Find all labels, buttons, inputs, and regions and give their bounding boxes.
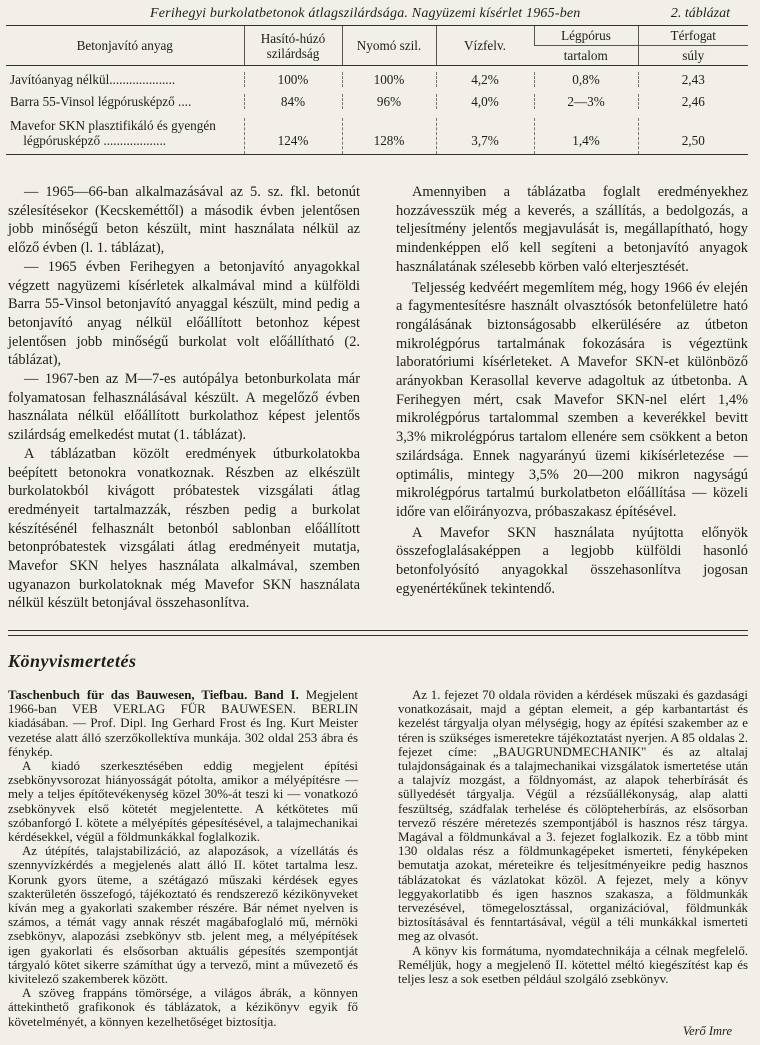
cell-compressive: 128% <box>342 118 436 155</box>
paragraph: Teljesség kedvéért megemlítem még, hogy 1966 év elején a fagymentesítésre használt olvasztósók betonfelületre ható rongálásának biztonságosabb elkerülésére az útbeton mikrolégpórus tartalmának fokozására is végeztünk laboratóriumi kísérleteket. A Mavefor SKN-et különböző arányokban Kerasollal keverve adagoltuk az útbetonba. A Ferihegyen mért, csak Mavefor SKN-nel elért 1,4% mikrolégpórus tartalommal szemben a keverékkel bevitt 3,3% mikrolégpórus tartalom ellenére sem csökkent a beton szilárdsága. Ennek nagyarányú üzemi kikísérletezése — optimális, mintegy 3,5% 20—200 mikron nagyságú mikrolégpórus tartalmú burkolatbeton előállítása — közeli időre van előirányozva, próbaszakasz építésével. <box>396 279 748 520</box>
col-header-density-sub: súly <box>638 46 748 66</box>
cell-water: 4,0% <box>436 94 534 109</box>
leader-dots: .... <box>178 94 192 109</box>
cell-density: 2,50 <box>638 118 748 155</box>
cell-compressive: 100% <box>342 72 436 87</box>
paragraph: — 1965 évben Ferihegyen a betonjavító anyagokkal végzett nagyüzemi kísérletek alkalmával mind a külföldi Barra 55-Vinsol betonjavító anyaggal készült, mind pedig a betonjavító anyag nélkül előállított betonhoz képest jelentősen jobb minőségű burkolat volt előállítható (2. táblázat), <box>8 258 360 369</box>
table-row <box>6 118 748 155</box>
table-row <box>6 94 748 109</box>
col-header-air: Légpórus <box>534 26 638 46</box>
cell-bending: 100% <box>244 72 342 87</box>
paragraph: — 1965—66-ban alkalmazásával az 5. sz. fkl. betonút szélesítésekor (Kecskeméttől) a második évben jelentősen jobb minőségű beton készült, mint használata nélkül az előző évben (l. 1. táblázat), <box>8 184 360 257</box>
section-divider <box>8 630 748 631</box>
paragraph: A Mavefor SKN használata nyújtotta előnyök összefoglalásaképpen a legjobb külföldi hasonló betonfolyósító anyagokkal összehasonlítva jogosan egyenértékűnek tekintendő. <box>396 524 748 597</box>
row-label: Barra 55-Vinsol légpórusképző <box>10 94 175 109</box>
col-header-air-sub: tartalom <box>534 46 638 66</box>
author-signature: Verő Imre <box>682 1024 732 1038</box>
book-details: Megjelent 1966-ban VEB VERLAG FÜR BAUWESEN. BERLIN kiadásában. — Prof. Dipl. Ing Gerhard Frost és Ing. Kurt Meister vezetése alatt álló szerzőkollektíva munkája. 302 oldal 253 ábra és fénykép. <box>8 688 359 759</box>
cell-compressive: 96% <box>342 94 436 109</box>
section-divider <box>8 635 748 636</box>
review-left-column <box>8 688 358 1029</box>
cell-air: 1,4% <box>534 118 638 155</box>
cell-bending: 84% <box>244 94 342 109</box>
cell-water: 3,7% <box>436 118 534 155</box>
cell-bending: 124% <box>244 118 342 155</box>
paragraph: Amennyiben a táblázatba foglalt eredményekhez hozzávesszük még a keverés, a szállítás, a bedolgozás, a teljesítmény jelentős megjavulását is, megállapítható, hogy mindenképpen elő kell segíteni a betonjavító anyagok használatának szélesebb körben való elterjesztését. <box>396 184 748 275</box>
cell-water: 4,2% <box>436 72 534 87</box>
row-label-cont: légpórusképző <box>23 133 101 148</box>
paragraph: Az útépítés, talajstabilizáció, az alapozások, a vízellátás és szennyvízkérdés a megjelenés alatt álló II. kötet tartalma lesz. Korunk gyors üteme, a szétágazó műszaki kérdések egyes szakterületén összefogó, tájékoztató és rendszerező kézikönyveket kíván meg a gyakorlati szakember részére. Bár német nyelven is számos, a témát vagy annak részét magábafoglaló mű, mérnöki zsebkönyv, alapozási zsebkönyv stb. jelent meg, a mélyépítések igen gyakorlati és elsősorban aktuális gépesítés szempontját tárgyaló kötet sikerre számíthat úgy a tervező, mint a művezető és kivitelező szakemberek között. <box>8 844 358 987</box>
col-header-material: Betonjavító anyag <box>6 26 244 66</box>
row-label: Javítóanyag nélkül <box>10 72 110 87</box>
paragraph: Az 1. fejezet 70 oldala röviden a kérdések műszaki és gazdasági vonatkozásait, majd a géptan elemeit, a gép karbantartást és kezelést tárgyalja olyan mélységig, hogy az építési szakember az e téren is szükséges ismeretekre tájékoztatást nyerjen. A 85 oldalas 2. fejezet címe: „BAUGRUNDMECHANIK" és az altalaj tulajdonságainak és a talajmechanikai vizsgálatok ismertetése után a talajvíz mozgást, a földnyomást, az alapok teherbírását és süllyedését tárgyalja. Végül a rézsűállékonyság, alap alatti feszültség, szádfalak terhelése és cölöpteherbírás, az elsősorban tervező részére méretezés szempontjából is hasznos rész tárgya. Magával a földmunkával a 3. fejezet foglalkozik. Ez a több mint 130 oldalas rész a földmunkagépeket ismerteti, fényképeken bemutatja azokat, méreteikre és teljesítményeikre pedig hasznos táblázatokat és vázlatokat közöl. A fejezet, mely a könyv leggyakorlatibb és igen hasznos szakasza, a földmunkák tervezésével, tömegelosztással, organizációval, földmunkák biztosításával és fenntartásával, végül a téli munkákkal ismerteti meg az olvasót. <box>398 688 748 944</box>
table-caption: Ferihegyi burkolatbetonok átlagszilárdsága. Nagyüzemi kísérlet 1965-ben <box>150 6 581 21</box>
cell-air: 2—3% <box>534 94 638 109</box>
book-title: Taschenbuch für das Bauwesen, Tiefbau. Band I. <box>8 688 299 702</box>
leader-dots: ................... <box>103 133 167 148</box>
row-label: Mavefor SKN plasztifikáló és gyengén <box>10 118 216 133</box>
col-header-bending: Hasító-húzó szilárdság <box>244 26 342 66</box>
col-header-density: Térfogat <box>638 26 748 46</box>
section-title: Könyvismertetés <box>8 651 137 671</box>
paragraph: A kiadó szerkesztésében eddig megjelent építési zsebkönyvsorozat hiányosságát pótolta, amikor a mélyépítésre — mely a teljes építőtevékenység közel 30%-át teszi ki — vonatkozó zsebkönyvek első kötetét megjelentette. A kétkötetes mű szóbanforgó I. kötete a mélyépítés gépesítésével, a talajmechanikai kérdésekkel, végül a földmunkákkal foglalkozik. <box>8 759 358 845</box>
cell-density: 2,46 <box>638 94 748 109</box>
col-header-compressive: Nyomó szil. <box>342 26 436 66</box>
article-right-column <box>396 183 748 598</box>
strength-table <box>6 25 748 155</box>
cell-air: 0,8% <box>534 72 638 87</box>
paragraph: A táblázatban közölt eredmények útburkolatokba beépített betonokra vonatkoznak. Részben az elkészült burkolatokból kivágott próbatestek vizsgálati átlag eredményeit tartalmazzák, részben pedig a burkolat készítésénél felhasznált betonból sablonban előállított betonpróbatestek vizsgálati átlag eredményeit mutatja, Mavefor SKN helyes használata alkalmával, szemben ugyanazon burkolatoknak még Mavefor SKN használata nélkül készült betonjával összehasonlítva. <box>8 445 360 612</box>
paragraph: A szöveg frappáns tömörsége, a világos ábrák, a könnyen áttekinthető grafikonok és táblázatok, a kézikönyv egyik fő követelményét, a könnyen kezelhetőséget biztosítja. <box>8 986 358 1029</box>
review-right-column <box>398 688 748 986</box>
table-number: 2. táblázat <box>670 6 730 21</box>
article-left-column <box>8 183 360 613</box>
leader-dots: .................... <box>109 72 176 87</box>
paragraph: — 1967-ben az M—7-es autópálya betonburkolata már folyamatosan felhasználásával készült. A megelőző évben használata nélkül előállított burkolathoz képest jelentős szilárdság emelkedést mutat (1. táblázat). <box>8 371 360 444</box>
cell-density: 2,43 <box>638 72 748 87</box>
table-row <box>6 72 748 87</box>
paragraph: A könyv kis formátuma, nyomdatechnikája a célnak megfelelő. Reméljük, hogy a megjelenő II. kötettel méltó kiegészítést kap és teljes lesz a sok esetben például szolgáló zsebkönyv. <box>398 943 748 987</box>
col-header-water: Vízfelv. <box>436 26 534 66</box>
